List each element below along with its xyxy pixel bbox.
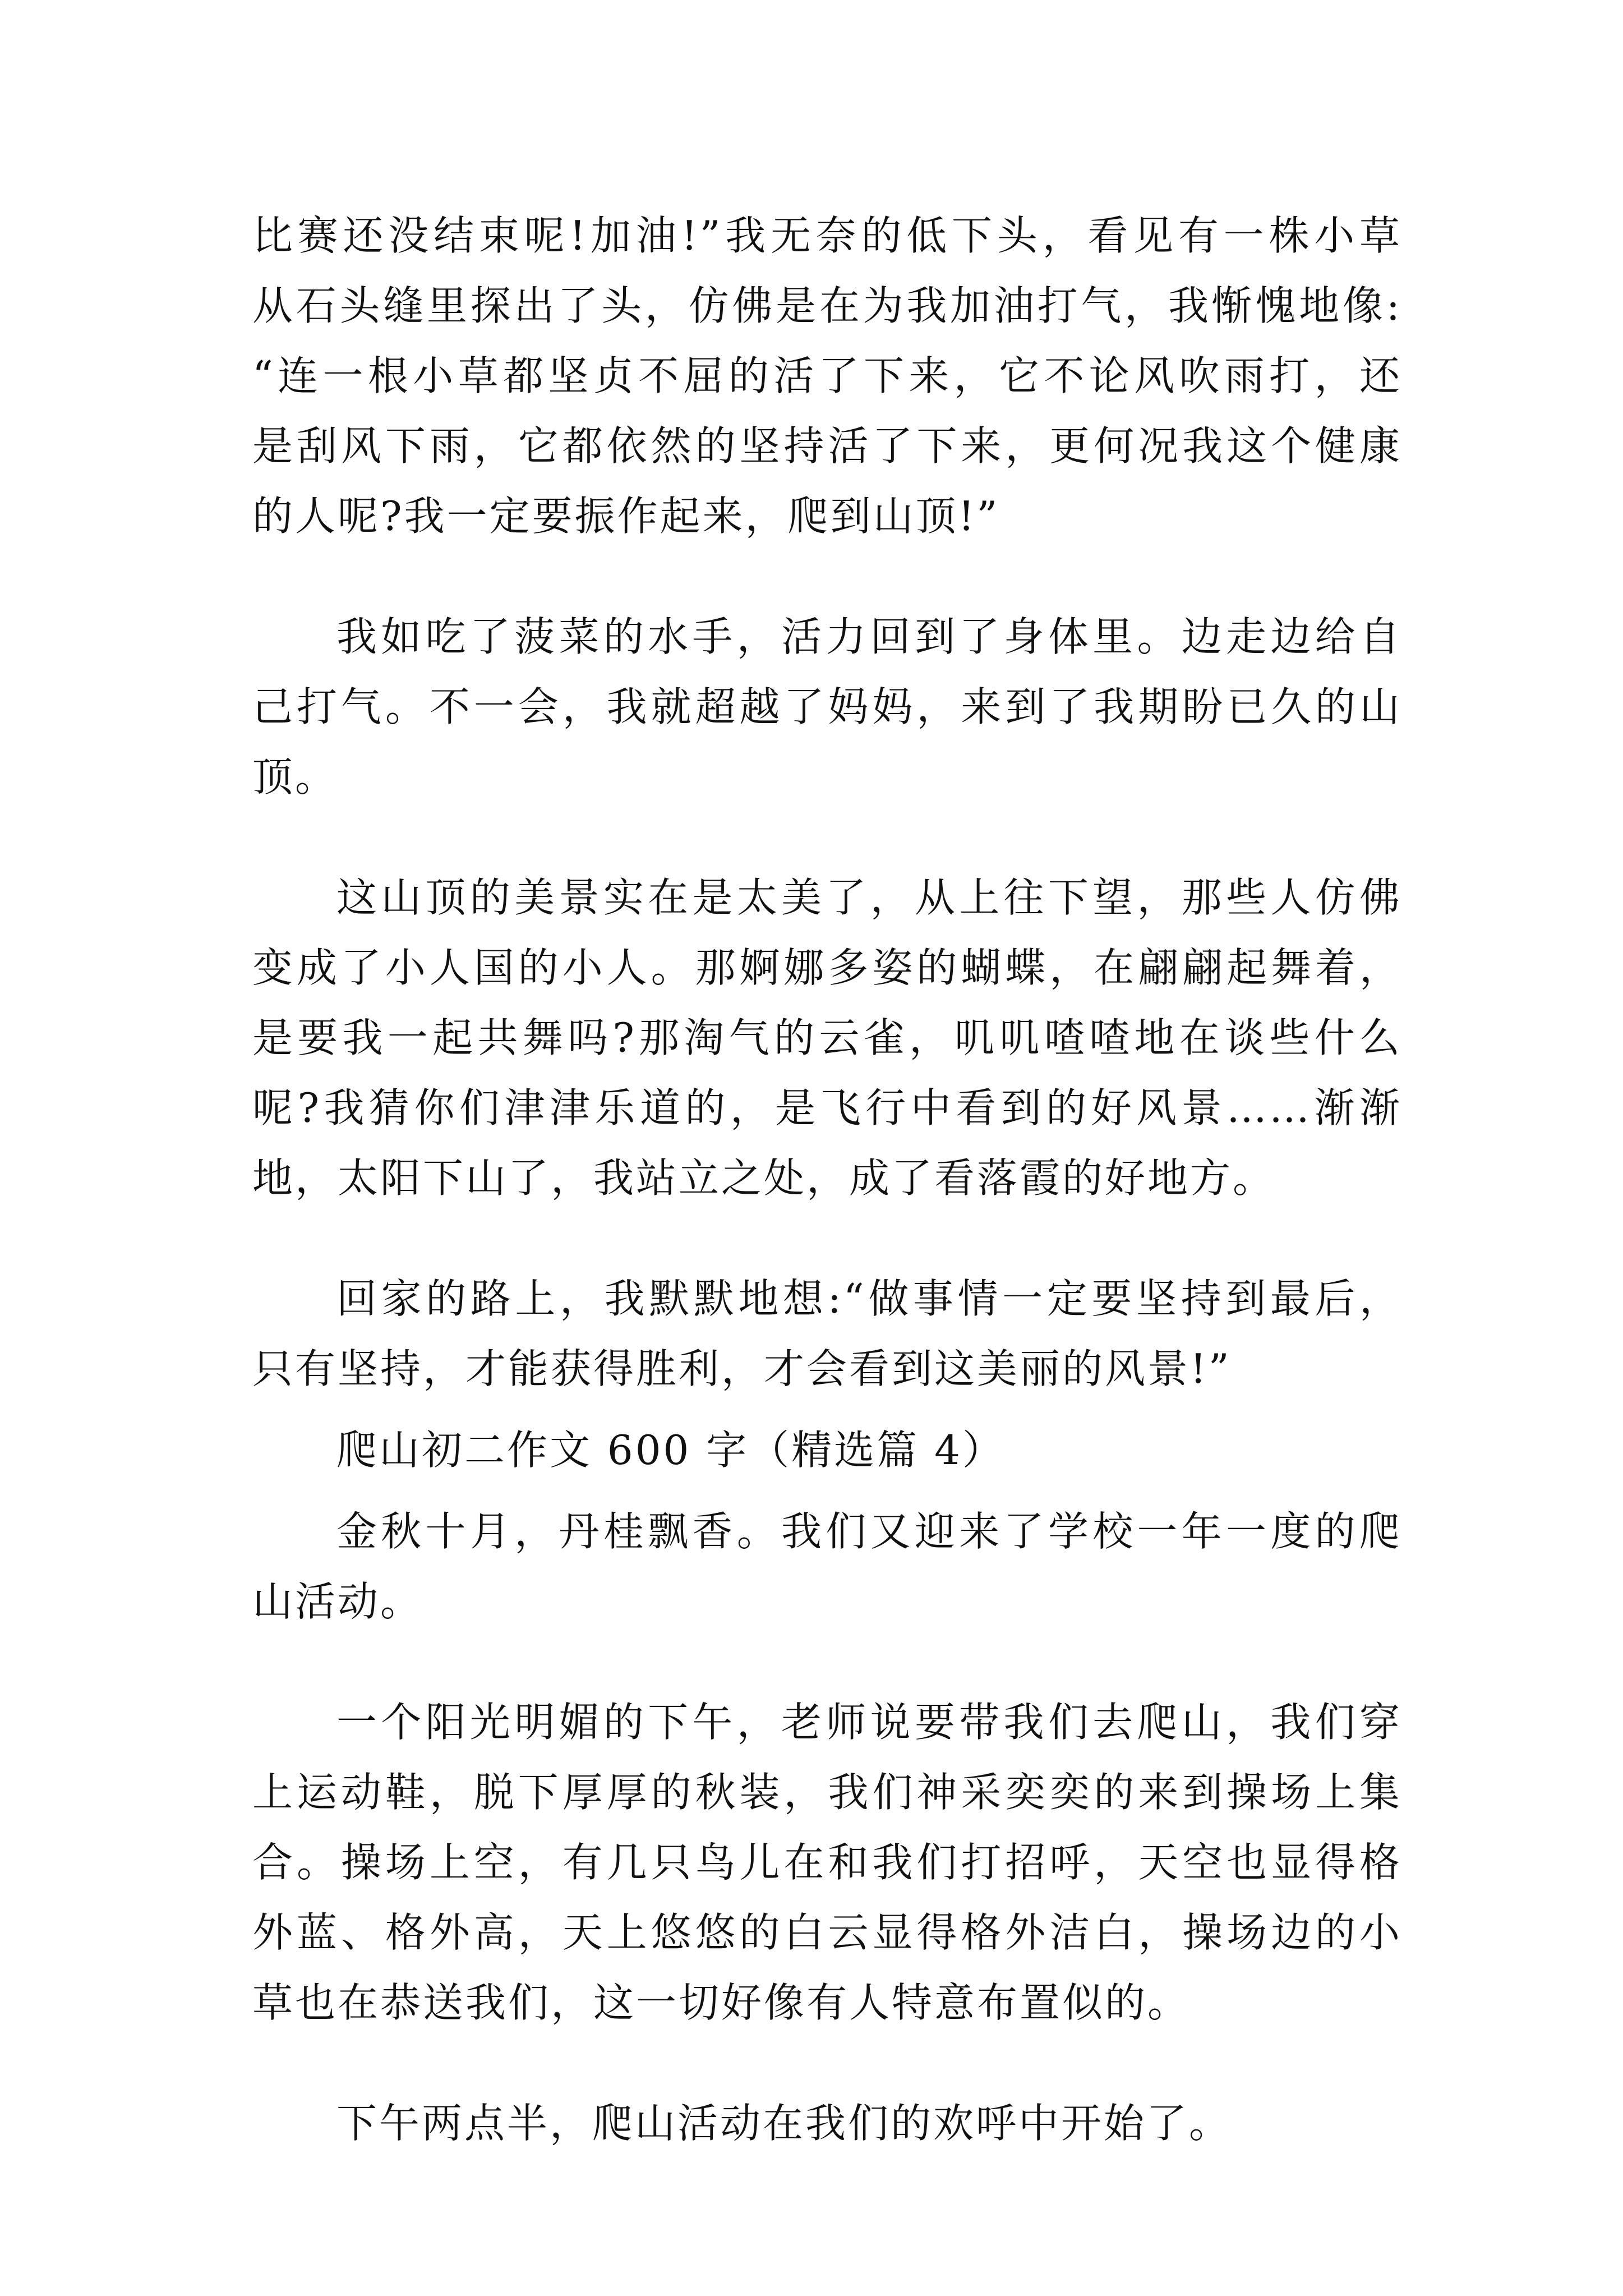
text-line: 顶。: [252, 753, 338, 800]
text-line: 草也在恭送我们，这一切好像有人特意布置似的。: [252, 1979, 1191, 2026]
text-line: 回家的路上，我默默地想:“做事情一定要坚持到最后，: [336, 1275, 1402, 1322]
section-heading: 爬山初二作文 600 字（精选篇 4）: [336, 1427, 1005, 1474]
text-line: 这山顶的美景实在是太美了，从上往下望，那些人仿佛: [336, 874, 1402, 921]
text-line: 金秋十月，丹桂飘香。我们又迎来了学校一年一度的爬: [336, 1508, 1402, 1555]
text-line: 变成了小人国的小人。那婀娜多姿的蝴蝶，在翩翩起舞着，: [252, 944, 1402, 991]
text-line: “连一根小草都坚贞不屈的活了下来，它不论风吹雨打，还: [252, 352, 1402, 399]
text-line: 上运动鞋，脱下厚厚的秋装，我们神采奕奕的来到操场上集: [252, 1769, 1402, 1816]
text-line: 一个阳光明媚的下午，老师说要带我们去爬山，我们穿: [336, 1699, 1402, 1746]
text-line: 从石头缝里探出了头，仿佛是在为我加油打气，我惭愧地像:: [252, 282, 1402, 329]
text-line: 下午两点半，爬山活动在我们的欢呼中开始了。: [336, 2100, 1232, 2147]
text-line: 是要我一起共舞吗?那淘气的云雀，叽叽喳喳地在谈些什么: [252, 1014, 1402, 1061]
text-line: 地，太阳下山了，我站立之处，成了看落霞的好地方。: [252, 1154, 1276, 1202]
text-line: 呢?我猜你们津津乐道的，是飞行中看到的好风景……渐渐: [252, 1084, 1402, 1131]
text-line: 比赛还没结束呢!加油!”我无奈的低下头，看见有一株小草: [252, 212, 1402, 259]
text-line: 己打气。不一会，我就超越了妈妈，来到了我期盼已久的山: [252, 683, 1402, 730]
text-line: 我如吃了菠菜的水手，活力回到了身体里。边走边给自: [336, 613, 1402, 660]
text-line: 的人呢?我一定要振作起来，爬到山顶!”: [252, 493, 1000, 540]
text-line: 山活动。: [252, 1578, 423, 1625]
text-line: 外蓝、格外高，天上悠悠的白云显得格外洁白，操场边的小: [252, 1909, 1402, 1956]
text-line: 只有坚持，才能获得胜利，才会看到这美丽的风景!”: [252, 1345, 1232, 1392]
text-line: 是刮风下雨，它都依然的坚持活了下来，更何况我这个健康: [252, 422, 1402, 470]
text-line: 合。操场上空，有几只鸟儿在和我们打招呼，天空也显得格: [252, 1839, 1402, 1886]
